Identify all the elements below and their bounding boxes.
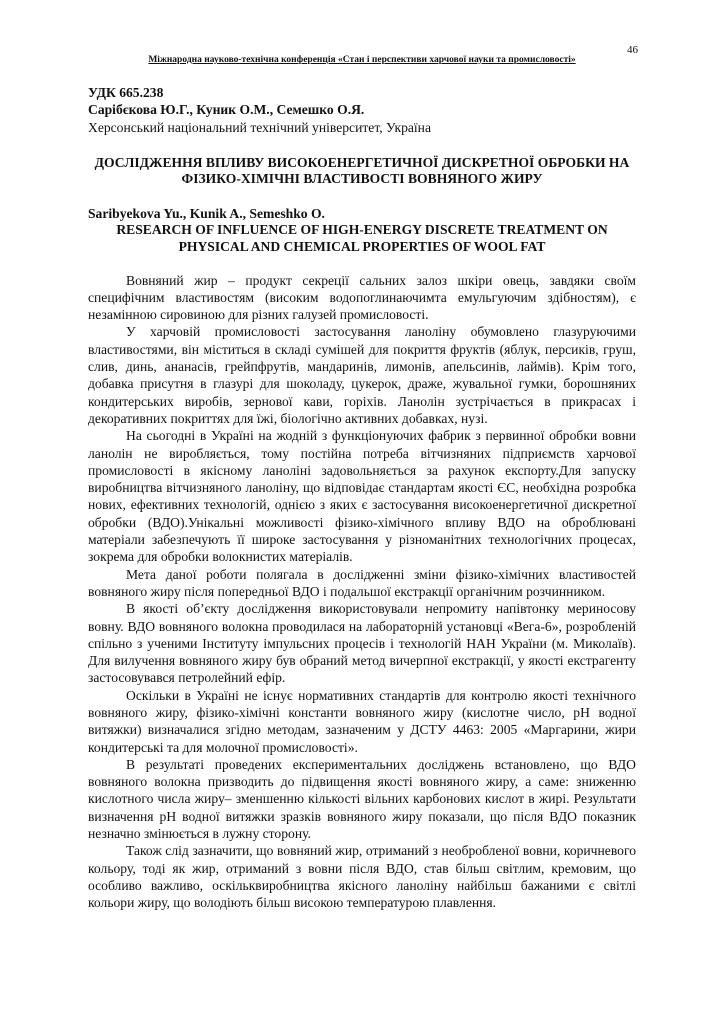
paragraph: У харчовій промисловості застосування ланоліну обумовлено глазуруючими властивостями, він міститься в складі сумішей для покриття фруктів (яблук, персиків, груш, слив, динь, ананасів, грейпфрутів, мандаринів, лимонів, апельсинів, лаймів). Крім того, добавка присутня в глазурі для шоколаду, цукерок, драже, жувальної гумки, борошняних кондитерських виробів, зернової кави, горіхів. Ланолін зустрічається в прикрасах і декоративних покриттях для їжі, біологічно активних добавках, нузі. — [88, 324, 636, 426]
authors-uk: Сарібєкова Ю.Г., Куник О.М., Семешко О.Я. — [88, 102, 365, 118]
paragraph: На сьогодні в Україні на жодній з функціонуючих фабрик з первинної обробки вовни ланолін не виробляється, тому постійна потреба вітчизняних підприємств харчової промисловості в якісному ланоліні задовольняється за рахунок експорту.Для запуску виробництва вітчизняного ланоліну, що відповідає стандартам якості ЄС, необхідна розробка нових, ефективних технологій, однією з яких є застосування високоенергетичної дискретної обробки (ВДО).Унікальні можливості фізико-хімічного впливу ВДО на оброблювані матеріали забезпечують її широке застосування у різноманітних технологічних процесах, зокрема для обробки волокнистих матеріалів. — [88, 428, 636, 565]
title-en: RESEARCH OF INFLUENCE OF HIGH-ENERGY DISCRETE TREATMENT ON PHYSICAL AND CHEMICAL PROPERTIES OF WOOL FAT — [116, 222, 608, 254]
article-body — [88, 272, 636, 912]
paragraph: В результаті проведених експериментальних досліджень встановлено, що ВДО вовняного волокна призводить до підвищення якості вовняного жиру, а саме: зниженню кислотного числа жиру– зменшенню кількості вільних карбонових кислот в жирі. Результати визначення pH водної витяжки зразків вовняного жиру показали, що після ВДО показник незначно змінюється в лужну сторону. — [88, 756, 636, 842]
paragraph: Мета даної роботи полягала в дослідженні зміни фізико-хімічних властивостей вовняного жиру після попередньої ВДО і подальшої екстракції органічним розчинником. — [88, 566, 636, 599]
affiliation-uk: Херсонський національний технічний університет, Україна — [88, 119, 431, 135]
udc-code: УДК 665.238 — [88, 85, 164, 100]
article — [88, 84, 636, 912]
paragraph: Вовняний жир – продукт секреції сальних залоз шкіри овець, завдяки своїм специфічним властивостям (високим водопоглинаючимта емульгуючим здібностям), є незамінною сировиною для різних галузей промисловості. — [88, 272, 636, 323]
title-uk: ДОСЛІДЖЕННЯ ВПЛИВУ ВИСОКОЕНЕРГЕТИЧНОЇ ДИСКРЕТНОЇ ОБРОБКИ НА ФІЗИКО-ХІМІЧНІ ВЛАСТИВОСТІ ВОВНЯНОГО ЖИРУ — [94, 154, 630, 187]
running-header: Міжнародна науково-технічна конференція «Стан і перспективи харчової науки та промисловості» — [148, 55, 576, 65]
paragraph: В якості об’єкту дослідження використовували непромиту напівтонку мериносову вовну. ВДО вовняного волокна проводилася на лабораторній установці «Вега-6», розробленій спільно з ученими Інституту імпульсних процесів і технологій НАН України (м. Миколаїв). Для вилучення вовняного жиру був обраний метод вичерпної екстракції, у якості екстрагенту застосовувався петролейний ефір. — [88, 601, 636, 686]
page-number: 46 — [627, 44, 638, 56]
paragraph: Оскільки в Україні не існує нормативних стандартів для контролю якості технічного вовняного жиру, фізико-хімічні константи вовняного жиру (кислотне число, pH водної витяжки) визначалися згідно методам, зазначеним у ДСТУ 4463: 2005 «Маргарини, жири кондитерські та для молочної промисловості». — [88, 687, 636, 755]
paragraph: Також слід зазначити, що вовняний жир, отриманий з необробленої вовни, коричневого кольору, тоді як жир, отриманий з вовни після ВДО, став більш світлим, кремовим, що особливо важливо, оскільквиробництва якісного ланоліну найбільш бажаними є світлі кольори жиру, що володіють більш високою температурою плавлення. — [88, 843, 636, 911]
authors-en: Saribyekova Yu., Kunik A., Semeshko O. — [88, 206, 325, 222]
